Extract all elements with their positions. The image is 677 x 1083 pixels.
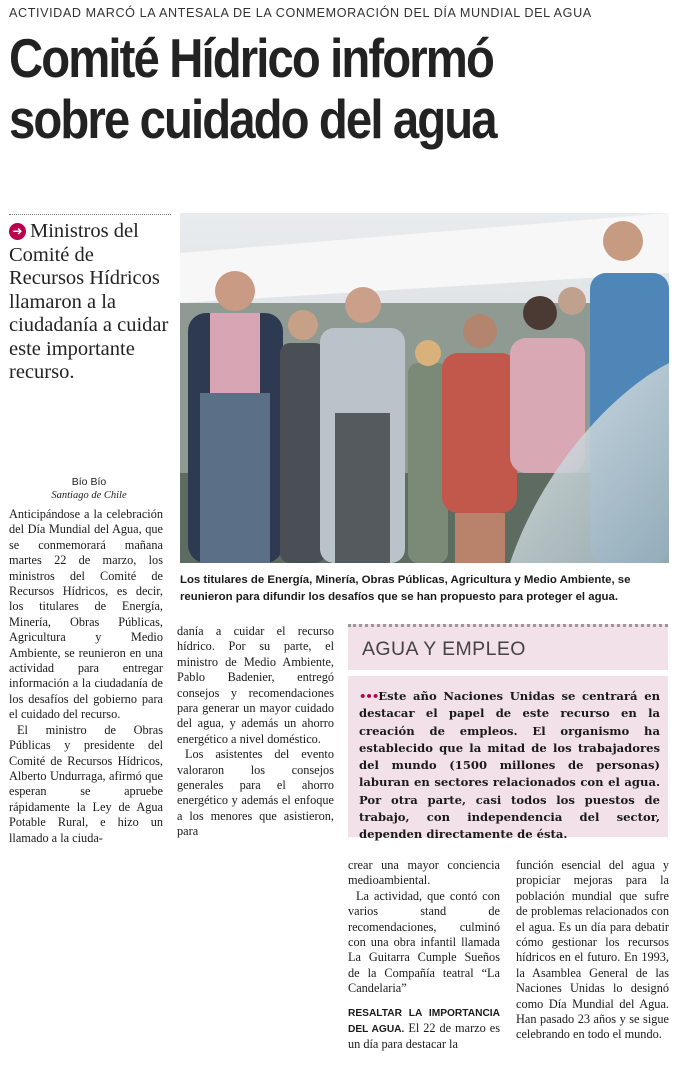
paragraph: crear una mayor conciencia medioambiental. [348,858,500,888]
body-column-3 [348,858,500,1053]
paragraph: Los asistentes del evento valoraron los consejos generales para el ahorro energético y además el enfoque a los menores que asistieron, para [177,747,334,839]
headline [9,28,577,150]
paragraph: La actividad, que contó con varios stand de recomendaciones, culminó con una obra infantil llamada La Guitarra Cumple Sueños de la Compañía teatral “La Candelaria” [348,888,500,996]
paragraph: danía a cuidar el recurso hídrico. Por su parte, el ministro de Medio Ambiente, Pablo Badenier, entregó consejos y recomendaciones para generar un mayor cuidado del agua, y además un ahorro energético a nivel doméstico. [177,624,334,746]
arrow-right-icon: ➜ [9,223,26,240]
kicker: ACTIVIDAD MARCÓ LA ANTESALA DE LA CONMEMORACIÓN DEL DÍA MUNDIAL DEL AGUA [9,6,592,20]
paragraph [348,1005,500,1053]
paragraph-text: El 22 de marzo es un día para destacar la [348,1021,500,1052]
lead-summary [9,220,174,385]
paragraph: función esencial del agua y propiciar mejoras para la población mundial que sufre de problemas relacionados con el agua. Es un día para debatir cómo gestionar los recursos hídricos en el futuro. En 1993, la Asamblea General de las Naciones Unidas lo designó como Día Mundial del Agua. Han pasado 23 años y se sigue celebrando en todo el mundo. [516,858,669,1042]
sidebar-body: Este año Naciones Unidas se centrará en destacar el papel de este recurso en la creación de empleos. El organismo ha establecido que la mitad de los trabajadores del mundo (1500 millones de personas) laburan en sectores relacionados con el agua. Por otra parte, casi todos los puestos de trabajo, con independencia del sector, dependen directamente de ésta. [359,689,660,842]
body-column-2 [177,624,334,840]
body-column-4 [516,858,669,1043]
paragraph: El ministro de Obras Públicas y presidente del Comité de Recursos Hídricos, Alberto Undurraga, afirmó que esperan se apruebe rápidamente la Ley de Agua Potable Rural, e hizo un llamado a la ciuda- [9,722,163,845]
byline-source: Bío Bío [71,476,107,488]
subheading: RESALTAR LA IMPORTANCIA DEL AGUA. [348,1007,500,1036]
headline-line-2: sobre cuidado del agua [9,88,496,150]
sidebar-top-rule [348,624,668,627]
photo-caption: Los titulares de Energía, Minería, Obras Públicas, Agricultura y Medio Ambiente, se reunieron para difundir los desafíos que se han propuesto para proteger el agua. [180,574,631,603]
body-column-1 [9,507,163,846]
sidebar-divider [348,670,668,676]
sidebar-text [359,688,660,844]
news-photo [180,213,669,563]
lead-text: Ministros del Comité de Recursos Hídricos llamaron a la ciudadanía a cuidar este importante recurso. [9,220,169,383]
photo-illustration [180,213,669,563]
headline-line-1: Comité Hídrico informó [9,27,493,89]
paragraph: Anticipándose a la celebración del Día Mundial del Agua, que se conmemorará mañana martes 22 de marzo, los ministros del Comité de Recursos Hídricos, es decir, los titulares de Energía, Minería, Obras Públicas, Agricultura y Medio Ambiente, se reunieron en una actividad para entregar información a la ciudadanía de los desafíos del gobierno para el cuidado del recurso. [9,507,163,722]
bullet-dots-icon: ••• [359,689,379,703]
lead-divider [9,214,171,215]
byline-location: Santiago de Chile [51,490,127,501]
sidebar-title: AGUA Y EMPLEO [362,638,526,660]
